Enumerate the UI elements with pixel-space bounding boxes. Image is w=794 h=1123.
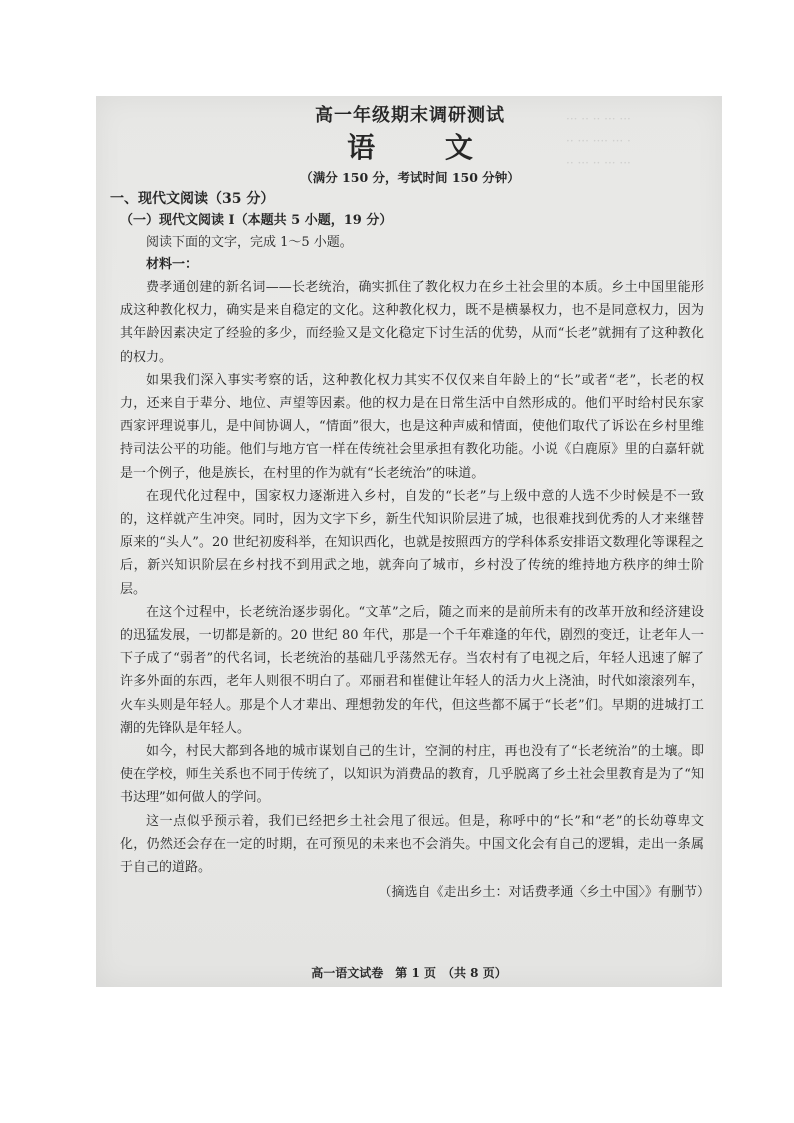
paragraph: 这一点似乎预示着，我们已经把乡土社会甩了很远。但是，称呼中的“长”和“老”的长幼尊卑文化，仍然还会存在一定的时期，在可预见的未来也不会消失。中国文化会有自己的逻辑，走出一条属于自己的道路。 bbox=[120, 813, 704, 876]
page-footer: 高一语文试卷 第 1 页 （共 8 页） bbox=[311, 966, 507, 980]
subject-title: 语 文 bbox=[347, 131, 503, 164]
paragraph: 在现代化过程中，国家权力逐渐进入乡村，自发的“长老”与上级中意的人选不少时候是不一致的，这样就产生冲突。同时，因为文字下乡，新生代知识阶层进了城，也很难找到优秀的人才来继替原来的“头人”。20 世纪初废科举，在知识西化，也就是按照西方的学科体系安排语文数理化等课程之后，新兴知识阶层在乡村找不到用武之地，就奔向了城市，乡村没了传统的维持地方秩序的绅士阶层。 bbox=[120, 488, 704, 597]
source-citation: （摘选自《走出乡土：对话费孝通〈乡土中国〉》有删节） bbox=[378, 885, 710, 901]
exam-page bbox=[96, 96, 722, 987]
paragraph: 如果我们深入事实考察的话，这种教化权力其实不仅仅来自年龄上的“长”或者“老”，长老的权力，还来自于辈分、地位、声望等因素。他的权力是在日常生活中自然形成的。他们平时给村民东家西家评理说事儿，是中间协调人，“情面”很大，也是这种声威和情面，使他们取代了诉讼在乡村里维持司法公平的功能。他们与地方官一样在传统社会里承担有教化功能。小说《白鹿原》里的白嘉轩就是一个例子，他是族长，在村里的作为就有“长老统治”的味道。 bbox=[120, 372, 704, 481]
reading-instruction: 阅读下面的文字，完成 1～5 小题。 bbox=[146, 235, 353, 250]
bleed-through-text: ··· ·· ·· ··· ··· ·· ··· ···· ··· · ·· ··· ·· ··· ··· bbox=[566, 112, 631, 170]
exam-meta: （满分 150 分，考试时间 150 分钟） bbox=[300, 170, 520, 185]
sub-section-heading: （一）现代文阅读 Ⅰ（本题共 5 小题，19 分） bbox=[120, 213, 393, 228]
section-heading: 一、现代文阅读（35 分） bbox=[110, 191, 275, 207]
paragraph: 费孝通创建的新名词——长老统治，确实抓住了教化权力在乡土社会里的本质。乡土中国里能形成这种教化权力，确实是来自稳定的文化。这种教化权力，既不是横暴权力，也不是同意权力，因为其年龄因素决定了经验的多少，而经验又是文化稳定下讨生活的优势，从而“长老”就拥有了这种教化的权力。 bbox=[120, 280, 704, 365]
page-content bbox=[110, 104, 710, 904]
material-label: 材料一： bbox=[146, 257, 199, 272]
paragraph: 在这个过程中，长老统治逐步弱化。“文革”之后，随之而来的是前所未有的改革开放和经济建设的迅猛发展，一切都是新的。20 世纪 80 年代，那是一个千年难逢的年代，剧烈的变迁，让老年人一下子成了“弱者”的代名词，长老统治的基础几乎荡然无存。当农村有了电视之后，年轻人迅速了解了许多外面的东西，老年人则很不明白了。邓丽君和崔健让年轻人的活力火上浇油，时代如滚滚列车，火车头则是年轻人。那是个人才辈出、理想勃发的年代，但这些都不属于“长老”们。早期的进城打工潮的先锋队是年轻人。 bbox=[120, 604, 704, 736]
paragraph: 如今，村民大都到各地的城市谋划自己的生计，空洞的村庄，再也没有了“长老统治”的土壤。即使在学校，师生关系也不同于传统了，以知识为消费品的教育，几乎脱离了乡土社会里教育是为了“知书达理”如何做人的学问。 bbox=[120, 744, 704, 806]
exam-title: 高一年级期末调研测试 bbox=[315, 105, 505, 126]
